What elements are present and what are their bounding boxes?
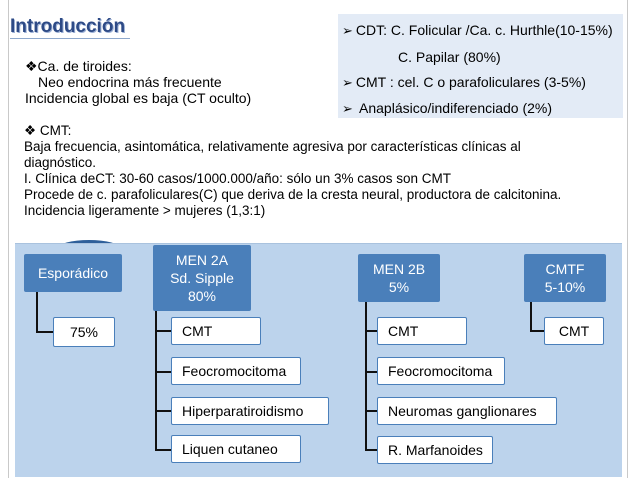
node-men2a-feocromocitoma: Feocromocitoma: [171, 357, 301, 385]
title-underline: [10, 38, 130, 39]
node-men2a-liquen: Liquen cutaneo: [171, 435, 301, 463]
node-cmtf: CMTF 5-10%: [524, 254, 606, 302]
connector-line: [365, 371, 377, 373]
node-men2b-neuromas: Neuromas ganglionares: [377, 397, 557, 425]
connector-line: [36, 292, 38, 332]
node-esporadico-75: 75%: [53, 317, 115, 347]
connector-line: [365, 410, 377, 412]
slide-right-border: [627, 0, 628, 478]
connector-line: [365, 302, 367, 450]
slide-left-border: [8, 0, 9, 478]
slide-title: Introducción: [10, 16, 126, 37]
node-men2b-cmt: CMT: [377, 317, 467, 345]
intro-line-thyroid-cancer: ❖Ca. de tiroides:: [25, 58, 132, 74]
cmt-line: diagnóstico.: [24, 155, 97, 170]
connector-line: [155, 449, 171, 451]
node-men2a-hiperparatiroidismo: Hiperparatiroidismo: [171, 397, 329, 425]
node-cmtf-cmt: CMT: [544, 317, 604, 345]
arrow-bullet-icon: ➢: [342, 101, 353, 116]
classification-info-box: [338, 14, 623, 118]
arrow-bullet-icon: ➢: [342, 23, 353, 38]
cmt-heading: ❖ CMT:: [24, 123, 72, 138]
cmt-line: Incidencia ligeramente > mujeres (1,3:1): [24, 203, 266, 218]
connector-line: [36, 331, 54, 333]
connector-line: [155, 371, 171, 373]
arrow-bullet-icon: ➢: [342, 75, 353, 90]
cmt-line: I. Clínica deCT: 30-60 casos/1000.000/año: sólo un 3% casos son CMT: [24, 171, 451, 186]
intro-line-most-frequent: Neo endocrina más frecuente: [38, 74, 222, 90]
connector-line: [155, 311, 157, 451]
node-men2b-marfanoides: R. Marfanoides: [377, 436, 493, 464]
node-men2b-feocromocitoma: Feocromocitoma: [377, 357, 505, 385]
node-men2a: MEN 2A Sd. Sipple 80%: [153, 245, 251, 311]
connector-line: [530, 330, 544, 332]
connector-line: [365, 449, 377, 451]
info-item-cmt: ➢ CMT : cel. C o parafoliculares (3-5%): [342, 74, 586, 90]
info-item-anaplasico: ➢ Anaplásico/indiferenciado (2%): [342, 100, 553, 116]
connector-line: [155, 410, 171, 412]
cmt-description: [24, 123, 624, 219]
connector-line: [155, 330, 171, 332]
node-esporadico: Esporádico: [24, 254, 122, 292]
info-item-cdt: ➢ CDT: C. Folicular /Ca. c. Hurthle(10-15%): [342, 22, 613, 38]
info-item-papilar: C. Papilar (80%): [398, 49, 501, 65]
cmt-line: Procede de c. parafoliculares(C) que deriva de la cresta neural, productora de calcitonina.: [24, 187, 562, 202]
intro-line-incidence: Incidencia global es baja (CT oculto): [25, 90, 252, 106]
cmt-line: Baja frecuencia, asintomática, relativamente agresiva por características clínicas al: [24, 139, 521, 154]
connector-line: [530, 302, 532, 331]
connector-line: [365, 330, 377, 332]
node-men2b: MEN 2B 5%: [358, 254, 440, 302]
node-men2a-cmt: CMT: [171, 317, 261, 345]
